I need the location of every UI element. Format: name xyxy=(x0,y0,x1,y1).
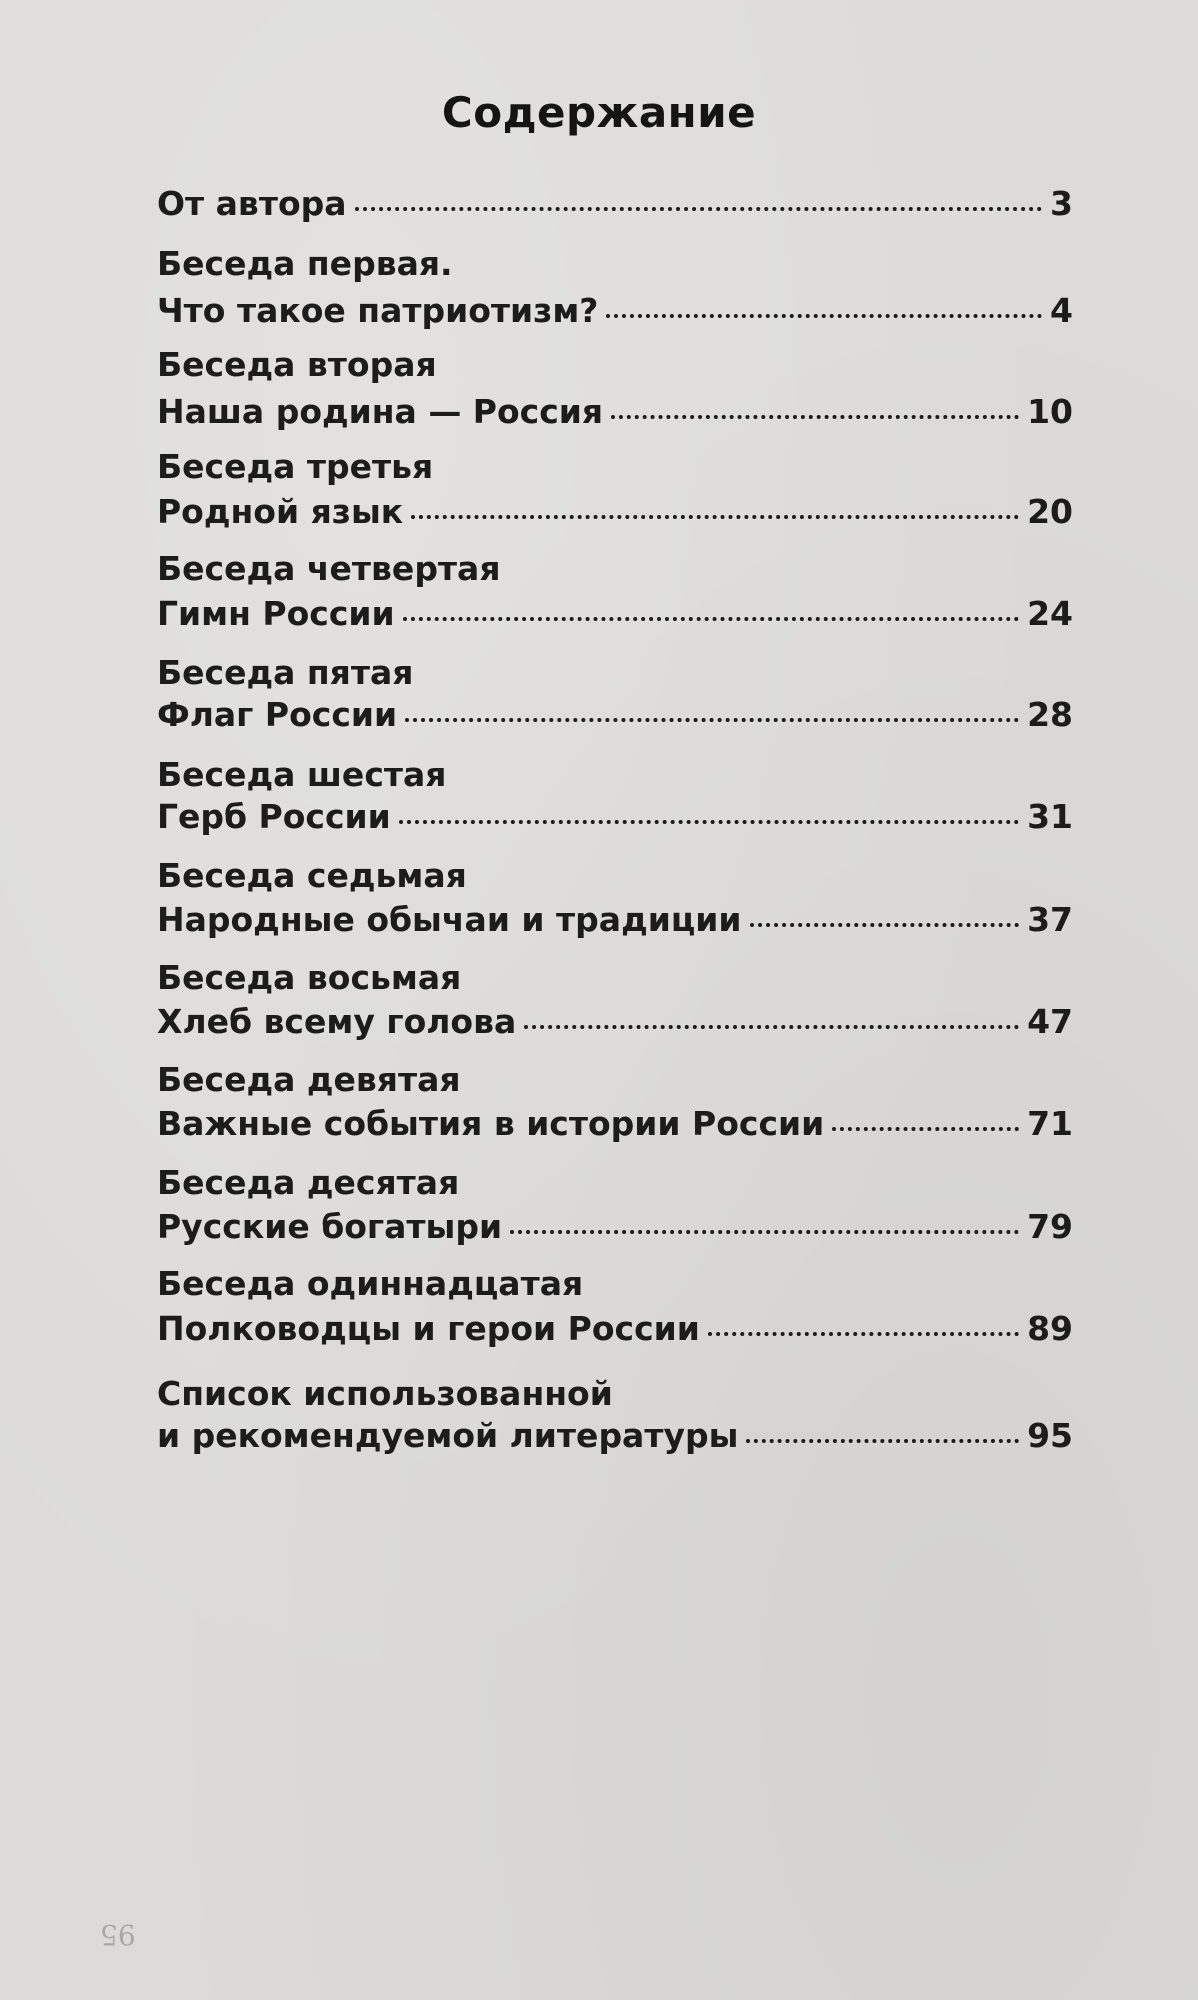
dot-leader xyxy=(524,1025,1019,1029)
toc-entry-title: Родной язык xyxy=(157,492,404,531)
toc-entry-3 xyxy=(157,488,1073,536)
toc-entry-heading: Беседа десятая xyxy=(157,1163,460,1202)
toc-entry-author xyxy=(157,180,1073,228)
toc-entry-10 xyxy=(157,1203,1073,1251)
toc-entry-1 xyxy=(157,287,1073,335)
toc-entry-title: Народные обычаи и традиции xyxy=(157,900,742,939)
toc-entry-page: 79 xyxy=(1027,1207,1073,1246)
dot-leader xyxy=(750,923,1020,927)
toc-entry-6 xyxy=(157,793,1073,841)
toc-entry-heading: Беседа четвертая xyxy=(157,549,501,588)
toc-entry-title: Флаг России xyxy=(157,695,398,734)
dot-leader xyxy=(403,617,1019,621)
toc-entry-heading: Список использованной xyxy=(157,1374,613,1413)
dot-leader xyxy=(606,314,1042,318)
toc-entry-heading: Беседа девятая xyxy=(157,1060,461,1099)
dot-leader xyxy=(355,207,1043,211)
toc-entry-heading: Беседа первая. xyxy=(157,244,453,283)
dot-leader xyxy=(399,820,1019,824)
toc-entry-title: Важные события в истории России xyxy=(157,1104,825,1143)
toc-entry-page: 95 xyxy=(1027,1416,1073,1455)
toc-entry-heading: Беседа пятая xyxy=(157,653,414,692)
toc-entry-12 xyxy=(157,1412,1073,1460)
toc-entry-heading: Беседа восьмая xyxy=(157,958,462,997)
toc-entry-title: Русские богатыри xyxy=(157,1207,503,1246)
dot-leader xyxy=(411,515,1019,519)
toc-entry-title: Полководцы и герои России xyxy=(157,1309,700,1348)
toc-entry-heading: Беседа третья xyxy=(157,447,434,486)
toc-entry-title: Наша родина — Россия xyxy=(157,392,604,431)
toc-entry-page: 89 xyxy=(1027,1309,1073,1348)
toc-entry-title: Герб России xyxy=(157,797,391,836)
toc-entry-heading: Беседа одиннадцатая xyxy=(157,1264,584,1303)
toc-entry-title: и рекомендуемой литературы xyxy=(157,1416,739,1455)
toc-entry-page: 31 xyxy=(1027,797,1073,836)
toc-entry-page: 71 xyxy=(1027,1104,1073,1143)
page-title: Содержание xyxy=(441,88,757,137)
toc-entry-page: 24 xyxy=(1027,594,1073,633)
toc-entry-4 xyxy=(157,590,1073,638)
toc-entry-title: От автора xyxy=(157,184,347,223)
dot-leader xyxy=(611,415,1019,419)
toc-entry-heading: Беседа седьмая xyxy=(157,856,467,895)
page-number: 95 xyxy=(100,1918,136,1951)
toc-entry-page: 37 xyxy=(1027,900,1073,939)
toc-entry-page: 28 xyxy=(1027,695,1073,734)
toc-entry-11 xyxy=(157,1305,1073,1353)
dot-leader xyxy=(746,1439,1019,1443)
toc-entry-7 xyxy=(157,896,1073,944)
toc-entry-page: 10 xyxy=(1027,392,1073,431)
toc-entry-title: Гимн России xyxy=(157,594,395,633)
toc-entry-title: Хлеб всему голова xyxy=(157,1002,517,1041)
toc-entry-page: 4 xyxy=(1050,291,1073,330)
dot-leader xyxy=(708,1332,1019,1336)
toc-entry-5 xyxy=(157,691,1073,739)
dot-leader xyxy=(510,1230,1019,1234)
toc-entry-page: 20 xyxy=(1027,492,1073,531)
toc-entry-heading: Беседа вторая xyxy=(157,345,437,384)
dot-leader xyxy=(832,1127,1019,1131)
toc-entry-2 xyxy=(157,388,1073,436)
toc-entry-title: Что такое патриотизм? xyxy=(157,291,599,330)
toc-entry-heading: Беседа шестая xyxy=(157,755,447,794)
dot-leader xyxy=(405,718,1019,722)
toc-entry-page: 47 xyxy=(1027,1002,1073,1041)
toc-entry-9 xyxy=(157,1100,1073,1148)
toc-entry-8 xyxy=(157,998,1073,1046)
toc-entry-page: 3 xyxy=(1050,184,1073,223)
